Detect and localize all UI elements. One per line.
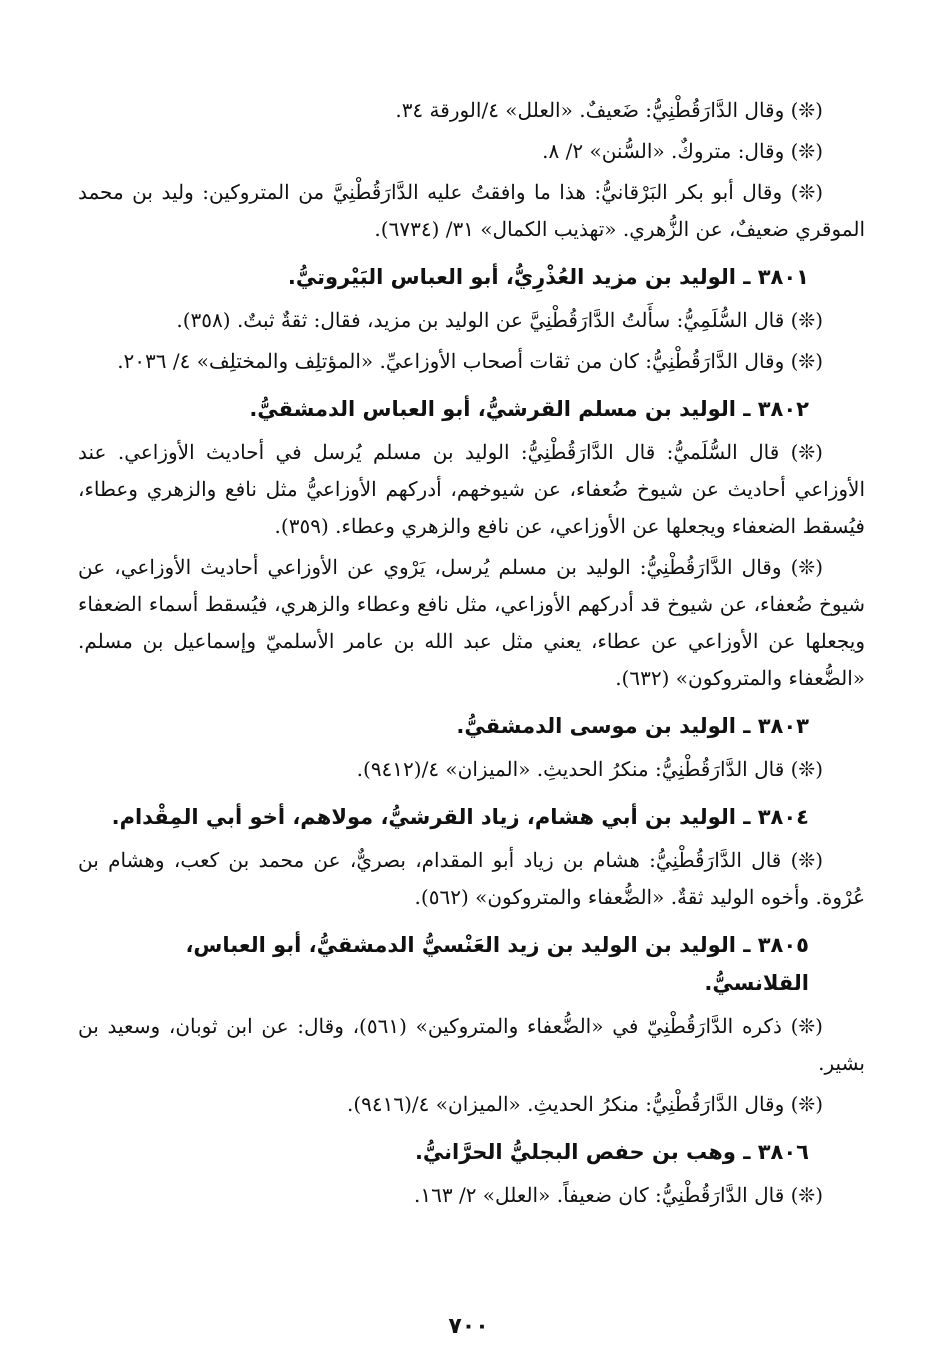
paragraph-9: (❊) وقال الدَّارَقُطْنِيُّ: الوليد بن مسلم يُرسل، يَرْوي عن الأوزاعي أحاديث الأوزاعي، عن شيوخ ضُعفاء، عن شيوخ قد أدركهم الأوزاعي، مثل نافع وعطاء والزهري، فيُسقط أسماء الضعفاء ويجعلها عن الأوزاعي عن عطاء، يعني مثل عبد الله بن عامر الأسلميّ وإسماعيل بن مسلم. «الضُّعفاء والمتروكون» (٦٣٢). [78, 555, 865, 690]
paragraph-8: (❊) قال السُّلَميُّ: قال الدَّارَقُطْنِيُّ: الوليد بن مسلم يُرسل في أحاديث الأوزاعي. عند الأوزاعي أحاديث عن شيوخ ضُعفاء، عن شيوخهم، أدركهم الأوزاعيُّ مثل نافع والزهري وعطاء، فيُسقط الضعفاء ويجعلها عن الأوزاعي، عن نافع والزهري وعطاء. (٣٥٩). [78, 440, 865, 538]
paragraph-3: (❊) وقال أبو بكر البَرْقانيُّ: هذا ما وافقتُ عليه الدَّارَقُطْنِيَّ من المتروكين: وليد بن محمد الموقري ضعيفٌ، عن الزُّهري. «تهذيب الكمال» ٣١/ (٦٧٣٤). [78, 180, 865, 241]
paragraph-2: (❊) وقال: متروكٌ. «السُّنن» ٢/ ٨. [542, 139, 823, 163]
paragraph-15: (❊) ذكره الدَّارَقُطْنِيّ في «الضُّعفاء والمتروكين» (٥٦١)، وقال: عن ابن ثوبان، وسعيد بن بشير. [78, 1014, 865, 1075]
entry-heading-3803: ٣٨٠٣ ـ الوليد بن موسى الدمشقيُّ. [456, 714, 809, 738]
paragraph-18: (❊) قال الدَّارَقُطْنِيُّ: كان ضعيفاً. «العلل» ٢/ ١٦٣. [414, 1183, 823, 1207]
paragraph-5: (❊) قال السُّلَمِيُّ: سأَلتُ الدَّارَقُطْنِيَّ عن الوليد بن مزيد، فقال: ثقةٌ ثبتٌ. (٣٥٨). [176, 308, 823, 332]
paragraph-11: (❊) قال الدَّارَقُطْنِيُّ: منكرُ الحديثِ. «الميزان» ٤/(٩٤١٢). [356, 757, 823, 781]
page-content [78, 92, 865, 1214]
paragraph-13: (❊) قال الدَّارَقُطْنِيُّ: هشام بن زياد أبو المقدام، بصريٌّ، عن محمد بن كعب، وهشام بن عُرْوة. وأخوه الوليد ثقةٌ. «الضُّعفاء والمتروكون» (٥٦٢). [78, 848, 865, 909]
entry-heading-3804: ٣٨٠٤ ـ الوليد بن أبي هشام، زياد القرشيُّ، مولاهم، أخو أبي المِقْدام. [111, 805, 809, 829]
entry-heading-3802: ٣٨٠٢ ـ الوليد بن مسلم القرشيُّ، أبو العباس الدمشقيُّ. [249, 397, 809, 421]
entry-heading-3805: ٣٨٠٥ ـ الوليد بن الوليد بن زيد العَنْسيُّ الدمشقيُّ، أبو العباس، القلانسيُّ. [185, 933, 809, 995]
paragraph-6: (❊) وقال الدَّارَقُطْنِيُّ: كان من ثقات أصحاب الأوزاعيِّ. «المؤتلِف والمختلِف» ٤/ ٢٠٣٦. [117, 349, 823, 373]
entry-heading-3801: ٣٨٠١ ـ الوليد بن مزيد العُذْرِيُّ، أبو العباس البَيْروتيُّ. [287, 265, 809, 289]
paragraph-16: (❊) وقال الدَّارَقُطْنِيُّ: منكرُ الحديثِ. «الميزان» ٤/(٩٤١٦). [346, 1092, 823, 1116]
page-number: ٧٠٠ [448, 1314, 489, 1339]
paragraph-1: (❊) وقال الدَّارَقُطْنِيُّ: ضَعيفٌ. «العلل» ٤/الورقة ٣٤. [395, 98, 823, 122]
entry-heading-3806: ٣٨٠٦ ـ وهب بن حفص البجليُّ الحرَّانيُّ. [414, 1140, 809, 1164]
